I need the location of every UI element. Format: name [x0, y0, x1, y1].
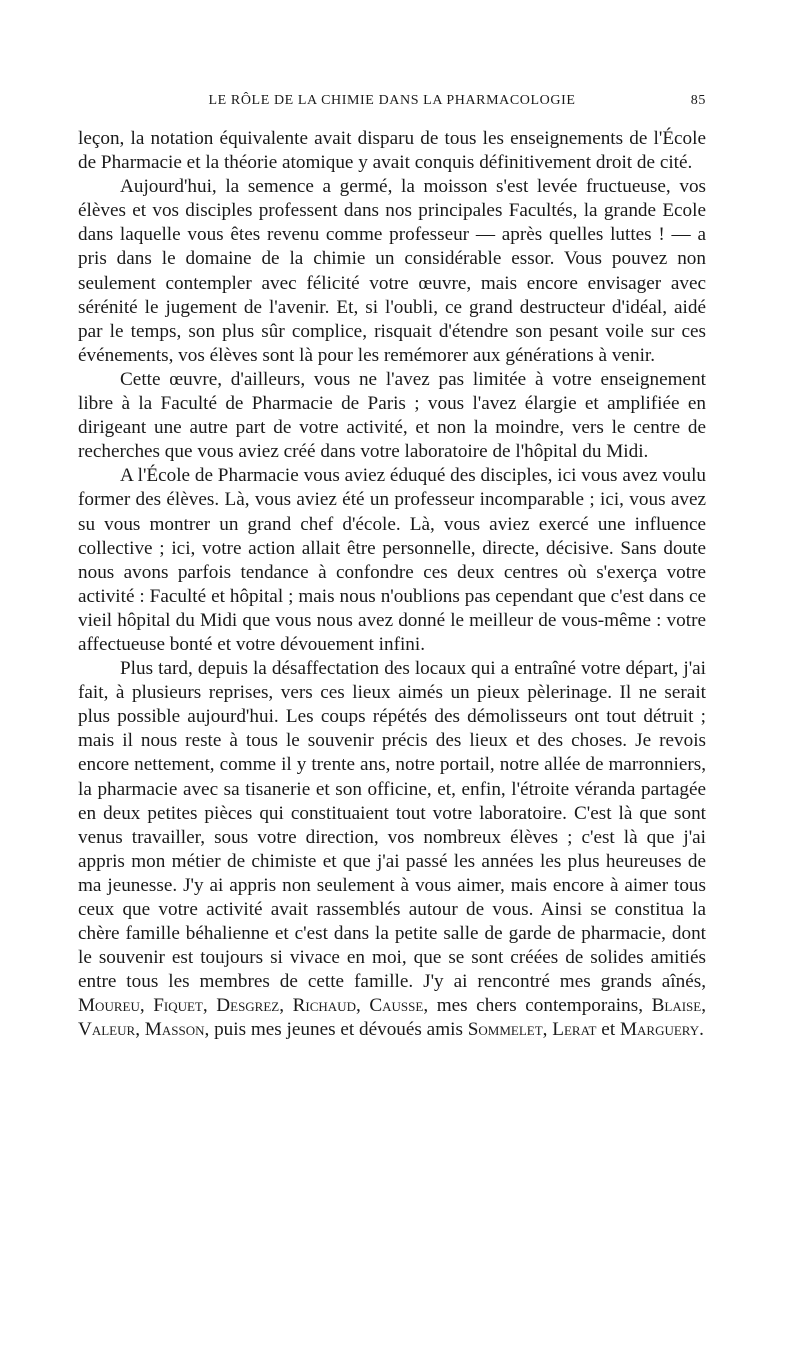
conjunction: et [601, 1019, 616, 1041]
separator: , [202, 995, 217, 1017]
person-name: Sommelet [467, 1019, 543, 1041]
person-name: Lerat [552, 1019, 597, 1041]
person-name: Moureu [78, 995, 140, 1017]
paragraph-text: Plus tard, depuis la désaffectation des locaux qui a entraîné votre départ, j'ai fait, à plusieurs reprises, vers ces lieux aimés un pieux pèlerinage. Il ne serait plus possible aujourd'hui. Les coups répétés des démolisseurs ont tout détruit ; mais il nous reste à tous le souvenir précis des lieux et des choses. Je revois encore nettement, comme il y trente ans, notre portail, notre allée de marronniers, la pharmacie avec sa tisanerie et son officine, et, enfin, l'étroite véranda partagée en deux petites pièces qui constituaient tout votre laboratoire. C'est là que sont venus travailler, sous votre direction, vos nombreux élèves ; c'est là que j'ai appris mon métier de chimiste et que j'ai passé les années les plus heureuses de ma jeunesse. J'y ai appris non seulement à vous aimer, mais encore à aimer tous ceux que votre activité avait rassemblés autour de vous. Ainsi se constitua la chère famille béhalienne et c'est dans la petite salle de garde de pharmacie, dont le souvenir est toujours si vivace en moi, que se sont créées de solides amitiés entre tous les membres de cette famille. J'y ai rencontré mes grands aînés, [78, 658, 706, 993]
paragraph-text: , puis mes jeunes et dévoués amis [204, 1019, 468, 1041]
separator: , [355, 995, 370, 1017]
person-name: Marguery [619, 1019, 700, 1041]
separator: , [139, 995, 154, 1017]
person-name: Causse [369, 995, 424, 1017]
page-number: 85 [690, 93, 706, 108]
person-name: Blaise [651, 995, 702, 1017]
body-text [78, 127, 706, 1043]
separator: , [279, 995, 293, 1017]
paragraph: Aujourd'hui, la semence a germé, la moisson s'est levée fructueuse, vos élèves et vos disciples professent dans nos principales Facultés, la grande Ecole dans laquelle vous êtes revenu comme professeur — après quelles luttes ! — a pris dans le domaine de la chimie un considérable essor. Vous pouvez non seulement contempler avec félicité votre œuvre, mais encore envisager avec sérénité le jugement de l'avenir. Et, si l'oubli, ce grand destructeur d'idéal, aidé par le temps, son plus sûr complice, risquait d'étendre son pesant voile sur ces événements, vos élèves sont là pour les remémorer aux générations à venir. [78, 176, 706, 366]
person-name: Desgrez [216, 995, 280, 1017]
paragraph-text: , mes chers contemporains, [423, 995, 652, 1017]
paragraph-continuation: leçon, la notation équivalente avait disparu de tous les enseignements de l'École de Pharmacie et la théorie atomique y avait conquis définitivement droit de cité. [78, 128, 706, 174]
person-name: Fiquet [153, 995, 203, 1017]
person-name: Masson [144, 1019, 205, 1041]
separator: , [135, 1019, 145, 1041]
paragraph: Cette œuvre, d'ailleurs, vous ne l'avez pas limitée à votre enseignement libre à la Faculté de Pharmacie de Paris ; vous l'avez élargie et amplifiée en dirigeant une autre part de votre activité, et non la moindre, vers le centre de recherches que vous aviez créé dans votre laboratoire de l'hôpital du Midi. [78, 368, 706, 463]
person-name: Valeur [78, 1019, 136, 1041]
separator: , [542, 1019, 553, 1041]
final-punctuation: . [699, 1019, 704, 1041]
paragraph: A l'École de Pharmacie vous aviez éduqué des disciples, ici vous avez voulu former des élèves. Là, vous aviez été un professeur incomparable ; ici, vous avez su vous montrer un grand chef d'école. Là, vous aviez exercé une influence collective ; ici, votre action allait être personnelle, directe, décisive. Sans doute nous avons parfois tendance à confondre ces deux centres où s'exerça votre activité : Faculté et hôpital ; mais nous n'oublions pas cependant que c'est dans ce vieil hôpital du Midi que vous nous avez donné le meilleur de vous-même : votre affectueuse bonté et votre dévouement infini. [78, 465, 706, 655]
person-name: Richaud [292, 995, 356, 1017]
running-title: LE RÔLE DE LA CHIMIE DANS LA PHARMACOLOGIE [208, 93, 576, 108]
separator: , [701, 995, 707, 1017]
paragraph-names [78, 657, 706, 1043]
running-head [78, 93, 706, 113]
